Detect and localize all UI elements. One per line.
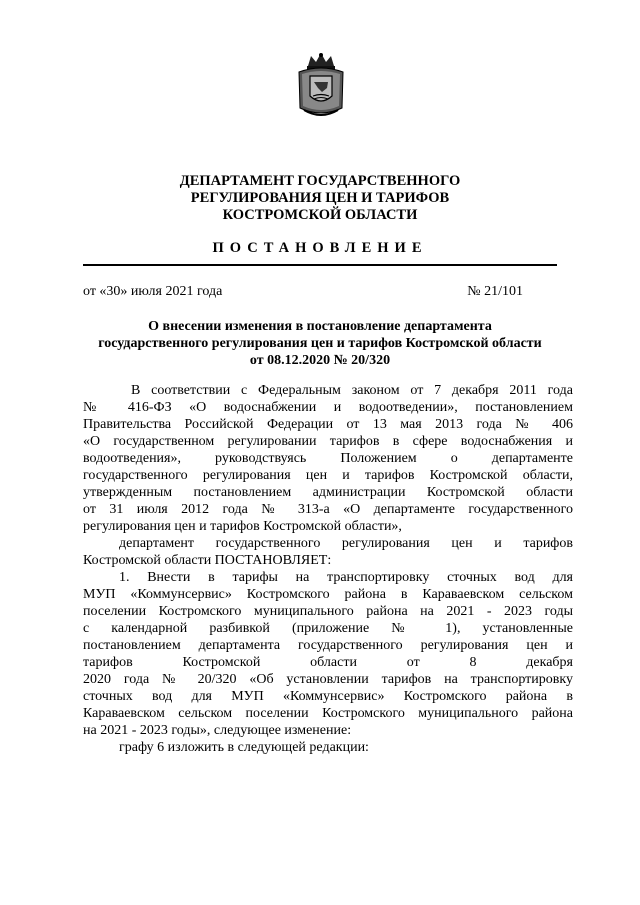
body-line: № 416-ФЗ «О водоснабжении и водоотведении», постановлением <box>83 400 573 415</box>
body-line: департамент государственного регулирования цен и тарифов <box>119 536 573 551</box>
body-line: «О государственном регулировании тарифов в сфере водоснабжения и <box>83 434 573 449</box>
body-line: на 2021 - 2023 годы», следующее изменение: <box>83 723 352 738</box>
department-name <box>0 173 640 224</box>
body-line: регулирования цен и тарифов Костромской области», <box>83 519 402 534</box>
document-date: от «30» июля 2021 года <box>83 284 223 299</box>
body-line: утвержденным постановлением администрации Костромской области <box>83 485 573 500</box>
body-line: 1. Внести в тарифы на транспортировку сточных вод для <box>119 570 573 585</box>
body-line: водоотведения», руководствуясь Положением о департаменте <box>83 451 573 466</box>
body-line: от 31 июля 2012 года № 313-а «О департаменте государственного <box>83 502 573 517</box>
body-line: с календарной разбивкой (приложение № 1), установленные <box>83 621 573 636</box>
body-line: Караваевском сельском поселении Костромского муниципального района <box>83 706 573 721</box>
title-line: О внесении изменения в постановление департамента <box>148 319 492 334</box>
body-line: графу 6 изложить в следующей редакции: <box>119 740 369 755</box>
body-line: сточных вод для МУП «Коммунсервис» Костромского района в <box>83 689 573 704</box>
document-body <box>83 382 573 756</box>
department-line: РЕГУЛИРОВАНИЯ ЦЕН И ТАРИФОВ <box>190 190 450 206</box>
body-line: Правительства Российской Федерации от 13 мая 2013 года № 406 <box>83 417 573 432</box>
date-number-row <box>83 284 557 300</box>
coat-of-arms-icon <box>296 52 346 120</box>
body-line: тарифов Костромской области от 8 декабря <box>83 655 573 670</box>
department-line: ДЕПАРТАМЕНТ ГОСУДАРСТВЕННОГО <box>179 173 461 189</box>
title-line: государственного регулирования цен и тарифов Костромской области <box>98 336 542 351</box>
document-title <box>60 318 580 369</box>
department-line: КОСТРОМСКОЙ ОБЛАСТИ <box>222 207 418 223</box>
body-line: 2020 года № 20/320 «Об установлении тарифов на транспортировку <box>83 672 573 687</box>
body-line: поселении Костромского муниципального района на 2021 - 2023 годы <box>83 604 573 619</box>
body-line: постановлением департамента государственного регулирования цен и <box>83 638 573 653</box>
header-divider <box>83 264 557 266</box>
document-type: ПОСТАНОВЛЕНИЕ <box>212 240 428 256</box>
title-line: от 08.12.2020 № 20/320 <box>249 353 391 368</box>
document-number: № 21/101 <box>467 284 523 299</box>
body-line: МУП «Коммунсервис» Костромского района в Караваевском сельском <box>83 587 573 602</box>
body-line: В соответствии с Федеральным законом от 7 декабря 2011 года <box>131 383 573 398</box>
body-line: Костромской области ПОСТАНОВЛЯЕТ: <box>83 553 332 568</box>
body-line: государственного регулирования цен и тарифов Костромской области, <box>83 468 573 483</box>
